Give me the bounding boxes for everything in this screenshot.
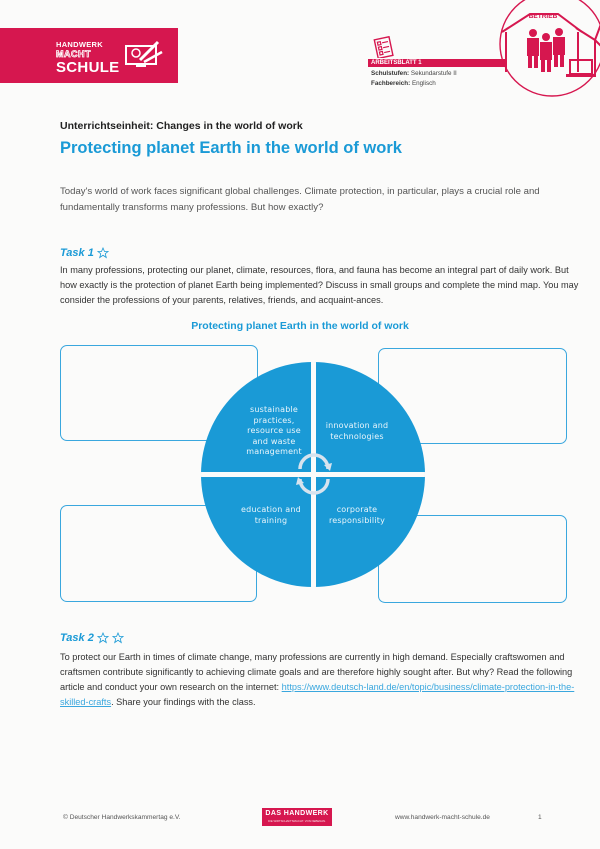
page-number: 1 [538,814,542,821]
task-2-text-before: To protect our Earth in times of climate change, many professions are currently in high demand. Especially craftswomen and craftsmen contribute significantly to achieving climate goals and are therefore highly sought after. But why? Read the following article and conduct your own research on the internet: [60,652,573,692]
checklist-icon [373,36,395,58]
copyright: © Deutscher Handwerkskammertag e.V. [63,814,181,821]
task-2-heading [60,632,124,644]
task-1-text: In many professions, protecting our planet, climate, resources, flora, and fauna has become an integral part of daily work. But how exactly is the protection of planet Earth being implemented? Discuss in small groups and complete the mind map. You may consider the professions of your parents, relatives, friends, and acquaint-ances. [60,265,579,305]
star-icon [97,632,109,644]
star-icon [97,247,109,259]
handwerk-macht-schule-logo [0,28,178,83]
task-2-text [60,650,585,710]
monitor-tools-icon [124,40,166,70]
footer-website[interactable]: www.handwerk-macht-schule.de [395,814,490,821]
quadrant-education: education and training [241,505,301,525]
unit-heading: Unterrichtseinheit: Changes in the world of work [60,120,303,132]
star-icon [112,632,124,644]
mindmap-circle [201,362,425,587]
page-title: Protecting planet Earth in the world of work [60,139,402,157]
betrieb-badge-illustration [490,0,600,100]
das-handwerk-logo-text: DAS HANDWERK [265,810,329,817]
article-link[interactable]: https://www.deutsch-land.de/en/topic/business/climate-protection-in-the-skilled-crafts [60,682,575,707]
logo-line-1: HANDWERK [56,40,103,49]
task-2-label: Task 2 [60,632,94,644]
task-1-heading [60,247,109,259]
logo-line-3: SCHULE [56,58,120,76]
das-handwerk-logo [262,808,332,826]
worksheet-label: ARBEITSBLATT 1 [368,59,505,67]
mindmap-title: Protecting planet Earth in the world of work [191,320,409,332]
task-2-text-after: . Share your findings with the class. [111,697,256,707]
quadrant-sustainable-practices: sustainable practices, resource use and waste management [246,405,302,456]
cycle-arrows-icon [294,451,334,497]
intro-paragraph: Today's world of work faces significant global challenges. Climate protection, in particular, plays a crucial role and fundamentally transforms many professions. But how exactly? [60,186,540,213]
quadrant-innovation: innovation and technologies [325,421,389,441]
logo-line-2: MACHT [56,48,91,59]
das-handwerk-logo-subtitle: DIE WIRTSCHAFTSMACHT. VON NEBENAN. [268,819,326,823]
footer [0,808,600,828]
task-1-label: Task 1 [60,247,94,259]
school-level-value: Sekundarstufe II [410,70,457,77]
school-level-label: Schulstufen: [371,70,410,77]
subject-value: Englisch [411,80,436,87]
betrieb-label: BETRIEB [528,13,558,20]
quadrant-corporate-responsibility: corporate responsibility [328,505,386,525]
subject-label: Fachbereich: [371,80,411,87]
worksheet-meta [371,69,457,89]
